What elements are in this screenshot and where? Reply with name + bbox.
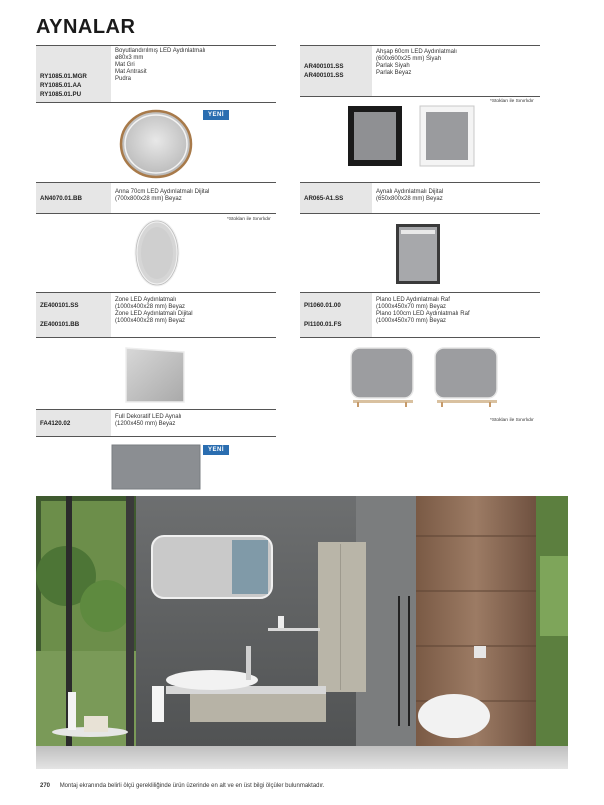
product-code: RY1085.01.PU <box>40 91 82 98</box>
desc-line: Zone LED Aydınlatmalı <box>115 297 177 303</box>
product-code: PI1060.01.00 <box>304 302 341 309</box>
desc-line: Full Dekoratif LED Aynalı <box>115 414 182 420</box>
desc-line: Mat Gri <box>115 62 135 68</box>
product-description <box>372 183 447 213</box>
product-row-ry1085 <box>36 45 276 103</box>
desc-line: (1000x450x70 mm) Beyaz <box>376 318 447 324</box>
stock-note: *Stokları ile Sınırlıdır <box>490 418 534 423</box>
product-code: ZE400101.SS <box>40 302 79 309</box>
desc-line: (1000x450x70 mm) Beyaz <box>376 304 447 310</box>
product-code: AN4070.01.BB <box>40 194 82 202</box>
desc-line: Zone LED Aydınlatmalı Dijital <box>115 311 193 317</box>
bathroom-photo <box>36 496 568 769</box>
desc-line: Ahşap 60cm LED Aydınlatmalı <box>376 49 457 55</box>
new-badge: YENİ <box>203 110 229 120</box>
desc-line: (600x600x25 mm) Siyah <box>376 56 442 62</box>
stock-note: *Stokları ile Sınırlıdır <box>490 99 534 104</box>
product-row-ze4001 <box>36 292 276 338</box>
round-mirror-image <box>118 108 194 180</box>
product-codes <box>300 293 372 337</box>
product-description <box>111 410 186 436</box>
product-description <box>111 46 210 102</box>
product-code: ZE400101.BB <box>40 321 80 328</box>
rectangular-mirror-image <box>124 344 188 404</box>
desc-line: (700x800x28 mm) Beyaz <box>115 196 182 202</box>
product-code: FA4120.02 <box>40 419 71 427</box>
desc-line: (650x800x28 mm) Beyaz <box>376 196 443 202</box>
led-frame-mirror-image <box>394 222 442 286</box>
product-description <box>372 46 461 96</box>
page-number: 270 <box>40 783 51 789</box>
product-codes <box>300 46 372 96</box>
black-frame-mirror-image <box>346 104 406 168</box>
product-description <box>111 293 197 337</box>
desc-line: Plano LED Aydınlatmalı Raf <box>376 297 450 303</box>
product-row-fa4120 <box>36 409 276 437</box>
product-description <box>372 293 474 337</box>
desc-line: (1000x400x28 mm) Beyaz <box>115 304 186 310</box>
page-footer <box>40 783 325 789</box>
product-code: PI1100.01.FS <box>304 321 342 328</box>
textured-mirror-image <box>111 444 201 490</box>
product-code: AR065-A1.SS <box>304 194 344 202</box>
product-codes <box>36 293 111 337</box>
desc-line: ø80x3 mm <box>115 55 144 61</box>
shelf-mirror-image <box>349 346 417 408</box>
product-codes <box>36 46 111 102</box>
desc-line: Pudra <box>115 76 132 82</box>
product-row-an4070 <box>36 182 276 214</box>
stock-note: *Stokları ile Sınırlıdır <box>227 217 271 222</box>
product-description <box>111 183 213 213</box>
desc-line: Boyutlandırılmış LED Aydınlatmalı <box>115 48 206 54</box>
page-title: AYNALAR <box>36 16 136 38</box>
product-code: RY1085.01.AA <box>40 82 82 89</box>
desc-line: Anna 70cm LED Aydınlatmalı Dijital <box>115 189 210 195</box>
desc-line: (1200x450 mm) Beyaz <box>115 421 176 427</box>
product-row-ar4001 <box>300 45 540 97</box>
new-badge: YENİ <box>203 445 229 455</box>
product-code: RY1085.01.MGR <box>40 73 87 80</box>
desc-line: Parlak Beyaz <box>376 70 412 76</box>
product-row-pi1060 <box>300 292 540 338</box>
desc-line: Parlak Siyah <box>376 63 410 69</box>
desc-line: Plano 100cm LED Aydınlatmalı Raf <box>376 311 470 317</box>
white-frame-mirror-image <box>418 104 478 168</box>
desc-line: (1000x400x28 mm) Beyaz <box>115 318 186 324</box>
product-code: AR400101.SS <box>304 63 344 70</box>
product-row-ar065 <box>300 182 540 214</box>
product-codes <box>36 410 111 436</box>
desc-line: Aynalı Aydınlatmalı Dijital <box>376 189 444 195</box>
product-code: AR400101.SS <box>304 72 344 79</box>
oval-mirror-image <box>134 218 180 288</box>
shelf-mirror-wide-image <box>433 346 501 408</box>
product-codes <box>36 183 111 213</box>
footer-note: Montaj ekranında belirli ölçü gerekliliğinde ürün üzerinde en alt ve en üst bilgi ölçüler bulunmaktadır. <box>59 783 325 789</box>
desc-line: Mat Antrasit <box>115 69 147 75</box>
product-codes <box>300 183 372 213</box>
